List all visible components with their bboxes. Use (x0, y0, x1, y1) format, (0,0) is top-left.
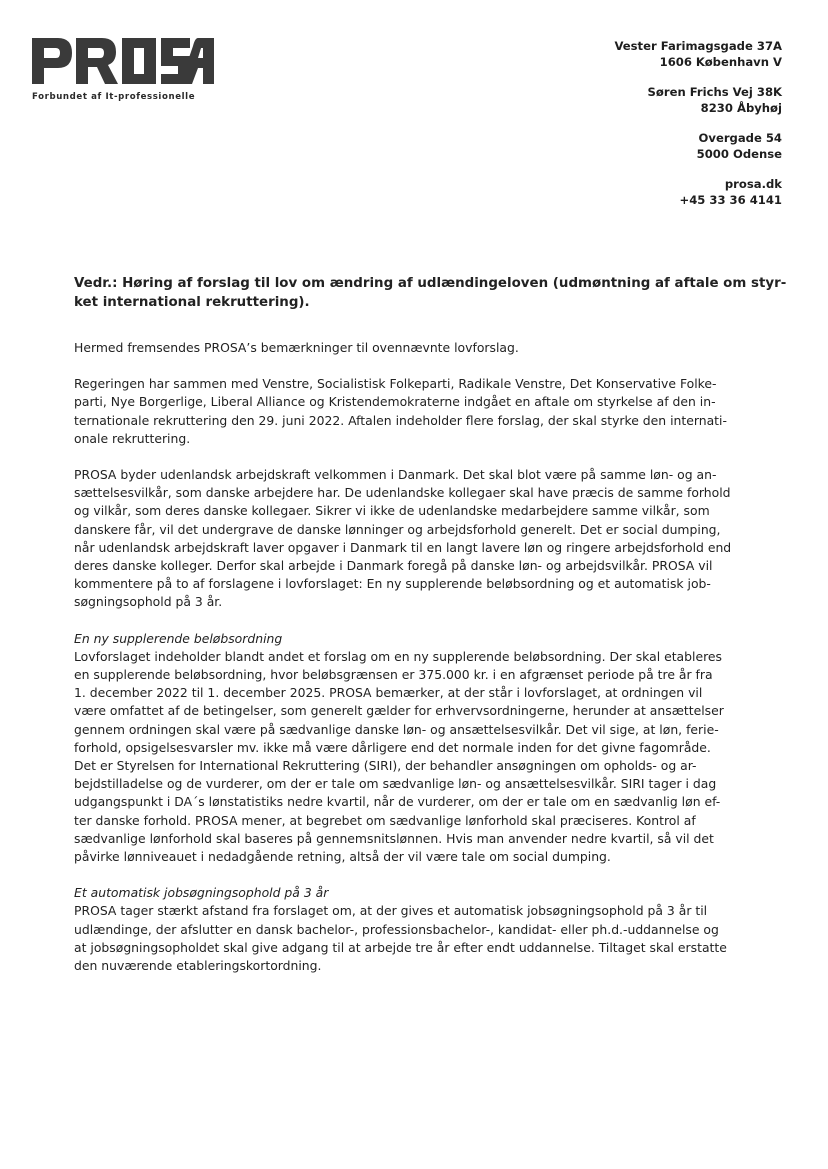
prosa-logo-mark (32, 38, 214, 86)
text-line: Regeringen har sammen med Venstre, Socialistisk Folkeparti, Radikale Venstre, Det Konservative Folke- (74, 376, 717, 392)
address-aabyhoj (614, 84, 782, 116)
text-line: parti, Nye Borgerlige, Liberal Alliance og Kristendemokraterne indgået en aftale om styrkelse af den in- (74, 394, 716, 410)
text-line: udlændinge, der afslutter en dansk bachelor-, professionsbachelor-, kandidat- eller ph.d.-uddannelse og (74, 921, 719, 937)
text-line: at jobsøgningsopholdet skal give adgang til at arbejde tre år efter endt uddannelse. Tiltaget skal erstatte (74, 939, 727, 955)
text-line: en supplerende beløbsordning, hvor beløbsgrænsen er 375.000 kr. i en afgrænset periode på tre år fra (74, 667, 713, 683)
text-line: når udenlandsk arbejdskraft laver opgaver i Danmark til en langt lavere løn og ringere arbejdsforhold end (74, 539, 732, 555)
website-link[interactable]: prosa.dk (724, 177, 782, 191)
intro-paragraph (74, 339, 756, 357)
text-line: deres danske kolleger. Derfor skal arbejde i Danmark foregå på danske løn- og arbejdsvilkår. PROSA vil (74, 558, 713, 574)
logo-tagline: Forbundet af It-professionelle (32, 92, 196, 102)
text-line: PROSA byder udenlandsk arbejdskraft velkommen i Danmark. Det skal blot være på samme løn- og an- (74, 467, 717, 483)
text-line: Hermed fremsendes PROSA’s bemærkninger til ovennævnte lovforslag. (74, 340, 519, 355)
address-odense (614, 130, 782, 162)
address-copenhagen (614, 38, 782, 70)
address-street: Overgade 54 (698, 131, 782, 145)
prosa-logo (32, 38, 222, 102)
text-line: PROSA tager stærkt afstand fra forslaget om, at der gives et automatisk jobsøgningsophold på 3 år til (74, 903, 708, 919)
text-line: påvirke lønniveauet i nedadgående retning, altså der vil være tale om social dumping. (74, 849, 611, 865)
welcome-paragraph (74, 466, 756, 612)
text-line: den nuværende etableringskortordning. (74, 958, 322, 974)
address-street: Vester Farimagsgade 37A (614, 39, 782, 53)
text-line: ternationale rekruttering den 29. juni 2022. Aftalen indeholder flere forslag, der skal styrke den internati- (74, 412, 727, 428)
section-heading: Et automatisk jobsøgningsophold på 3 år (74, 885, 329, 901)
letter-body (74, 274, 787, 993)
text-line: Det er Styrelsen for International Rekruttering (SIRI), der behandler ansøgningen om opholds- og ar- (74, 758, 697, 774)
section-job-search-stay (74, 884, 756, 975)
section-heading: En ny supplerende beløbsordning (74, 630, 283, 646)
text-line: bejdstilladelse og de vurderer, om der er tale om sædvanlige løn- og ansættelsesvilkår. SIRI tager i dag (74, 776, 717, 792)
text-line: ter danske forhold. PROSA mener, at begrebet om sædvanlige lønforhold skal præciseres. Kontrol af (74, 812, 696, 828)
address-column (614, 38, 782, 222)
subject-line: ket international rekruttering). (74, 295, 310, 310)
text-line: og vilkår, som deres danske kollegaer. Sikrer vi ikke de udenlandske medarbejdere samme vilkår, som (74, 503, 710, 519)
text-line: sædvanlige lønforhold skal baseres på gennemsnitslønnen. Hvis man anvender nedre kvartil, så vil det (74, 830, 714, 846)
address-city: 5000 Odense (696, 147, 782, 161)
letter-subject (74, 274, 787, 312)
text-line: søgningsophold på 3 år. (74, 594, 223, 610)
section-supplementary-scheme (74, 630, 756, 867)
text-line: gennem ordningen skal være på sædvanlige danske løn- og ansættelsesvilkår. Det vil sige, at løn, ferie- (74, 721, 719, 737)
text-line: forhold, opsigelsesvarsler mv. ikke må være dårligere end det normale inden for det givne fagområde. (74, 739, 711, 755)
text-line: 1. december 2022 til 1. december 2025. PROSA bemærker, at der står i lovforslaget, at ordningen vil (74, 685, 703, 701)
text-line: udgangspunkt i DA´s lønstatistiks nedre kvartil, når de vurderer, om der er tale om en sædvanlig løn ef- (74, 794, 721, 810)
address-city: 1606 København V (659, 55, 782, 69)
text-line: Lovforslaget indeholder blandt andet et forslag om en ny supplerende beløbsordning. Der skal etableres (74, 648, 722, 664)
agreement-paragraph (74, 375, 756, 448)
text-line: være omfattet af de betingelser, som generelt gælder for erhvervsordningerne, herunder at ansættelser (74, 703, 724, 719)
text-line: sættelsesvilkår, som danske arbejdere har. De udenlandske kollegaer skal have præcis de samme forhold (74, 485, 731, 501)
address-street: Søren Frichs Vej 38K (647, 85, 782, 99)
phone-number: +45 33 36 4141 (679, 193, 782, 207)
address-city: 8230 Åbyhøj (700, 101, 782, 115)
contact-info (614, 176, 782, 208)
text-line: danskere får, vil det undergrave de danske lønninger og arbejdsforhold generelt. Det er social dumping, (74, 521, 721, 537)
text-line: onale rekruttering. (74, 430, 191, 446)
subject-line: Vedr.: Høring af forslag til lov om ændring af udlændingeloven (udmøntning af aftale om styr- (74, 276, 787, 291)
text-line: kommentere på to af forslagene i lovforslaget: En ny supplerende beløbsordning og et automatisk job- (74, 576, 711, 592)
